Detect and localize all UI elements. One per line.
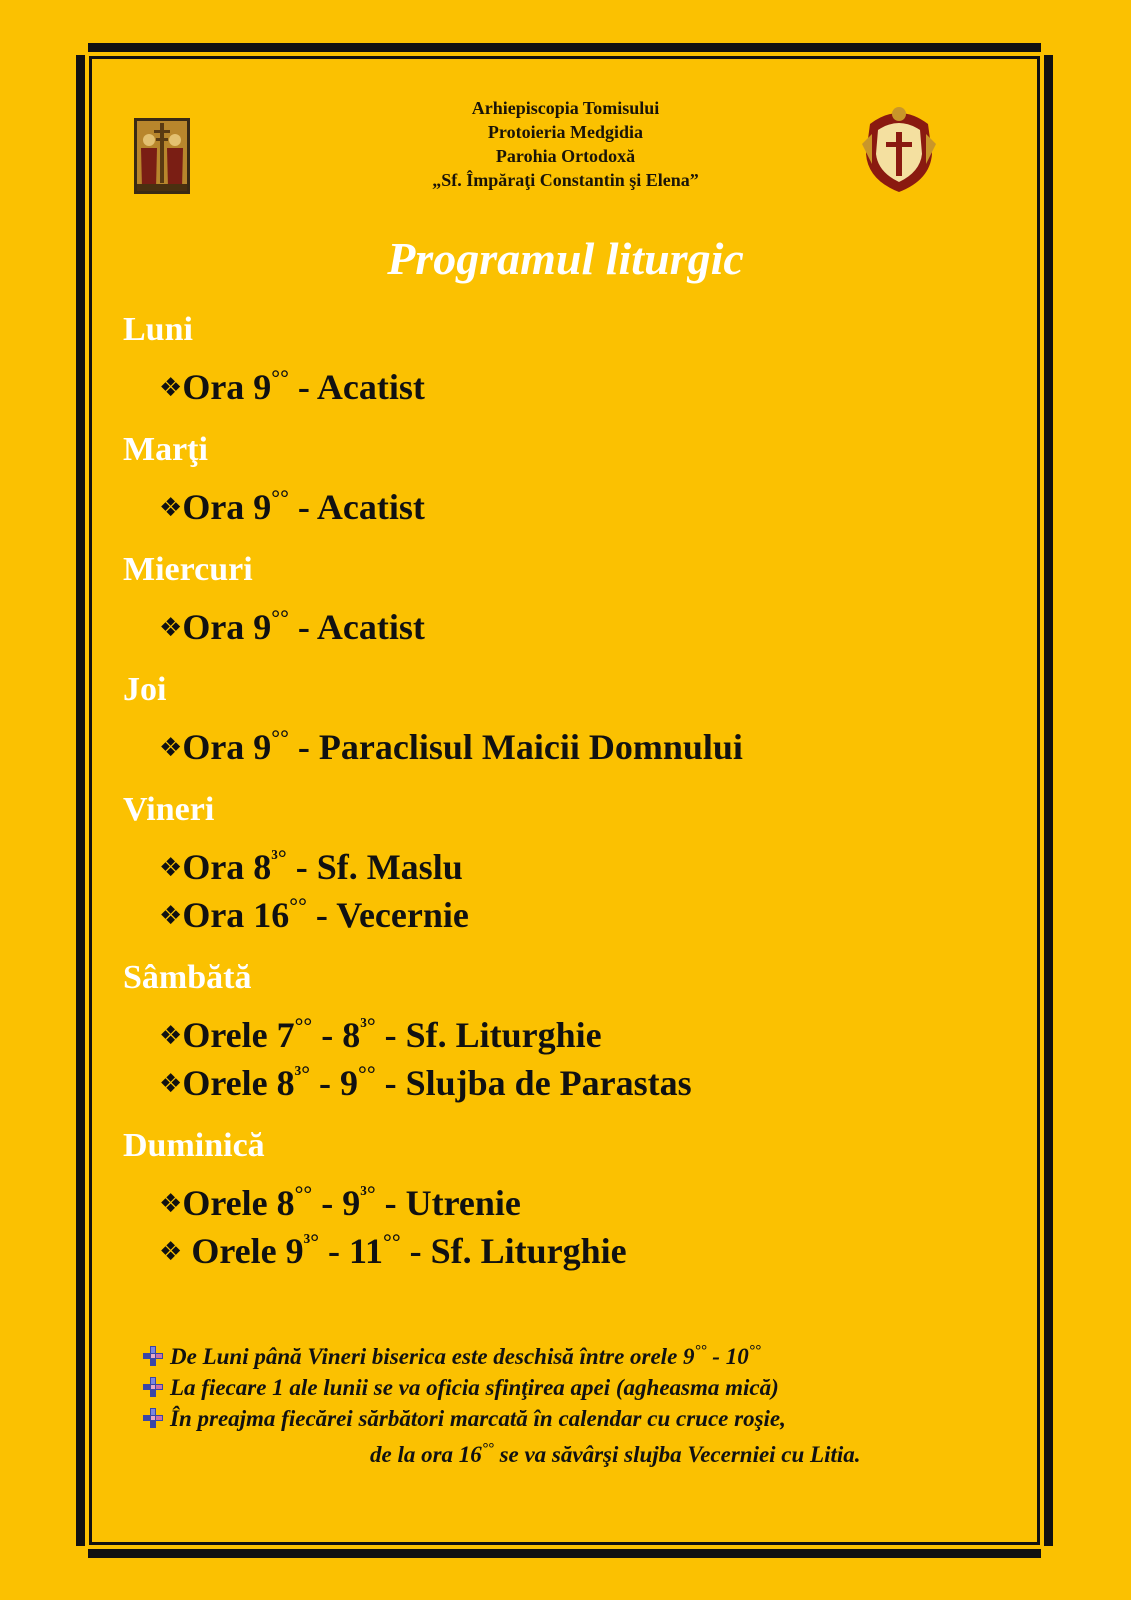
service-time-minutes: °°: [271, 485, 289, 510]
bullet-icon: ❖: [159, 1069, 183, 1099]
bullet-icon: ❖: [159, 1021, 183, 1051]
service-time-end-minutes: °°: [358, 1061, 376, 1086]
service-time: Ora 9: [182, 727, 272, 767]
day-heading: Vineri: [123, 791, 215, 828]
service-time-end-minutes: ³°: [360, 1013, 376, 1038]
note-time-minutes: °°: [748, 1343, 761, 1359]
note-text: În preajma fiecărei sărbători marcată în calendar cu cruce roşie,: [170, 1406, 786, 1431]
service-time-minutes: °°: [289, 893, 307, 918]
day-heading: Miercuri: [123, 551, 253, 588]
notes-list: [142, 1336, 1022, 1470]
page-title: Programul liturgic: [387, 233, 744, 284]
service-time: Orele 7: [182, 1015, 295, 1055]
service-time-minutes: ³°: [303, 1229, 320, 1254]
day-heading: Duminică: [123, 1127, 265, 1164]
service-time-end: - 9: [310, 1063, 359, 1103]
service-item: [123, 594, 743, 647]
service-time: Ora 9: [182, 487, 272, 527]
service-time-minutes: ³°: [271, 845, 287, 870]
service-time: Orele 8: [182, 1183, 295, 1223]
archdiocese-name: Arhiepiscopia Tomisului: [471, 98, 660, 118]
note-line: [142, 1372, 1022, 1403]
note-time-minutes: °°: [694, 1343, 707, 1359]
service-time: Ora 9: [182, 607, 272, 647]
service-name: - Vecernie: [306, 895, 469, 935]
service-name: - Paraclisul Maicii Domnului: [288, 727, 743, 767]
service-time-end: - 11: [319, 1231, 384, 1271]
service-name: - Sf. Liturghie: [400, 1231, 627, 1271]
note-text: se va săvârşi slujba Vecerniei cu Litia.: [493, 1442, 861, 1467]
cross-icon: [142, 1375, 164, 1397]
bullet-icon: ❖: [159, 493, 183, 523]
service-time-minutes: °°: [294, 1013, 313, 1038]
cross-icon: [142, 1344, 164, 1366]
service-name: - Acatist: [288, 487, 425, 527]
service-time: Orele 9: [182, 1231, 304, 1271]
service-item: [123, 1170, 743, 1223]
bullet-icon: ❖: [159, 901, 183, 931]
service-item: [123, 714, 743, 767]
service-item: [123, 1050, 743, 1103]
service-time-minutes: °°: [271, 725, 289, 750]
note-line: [142, 1336, 1022, 1372]
service-time-end: - 9: [312, 1183, 361, 1223]
service-name: - Utrenie: [375, 1183, 521, 1223]
deanery-name: Protoieria Medgidia: [487, 122, 644, 142]
service-name: - Sf. Maslu: [286, 847, 463, 887]
service-time-minutes: °°: [271, 605, 289, 630]
service-time-end-minutes: °°: [383, 1229, 401, 1254]
note-line: [142, 1403, 1022, 1434]
service-time: Orele 8: [182, 1063, 295, 1103]
note-text: La fiecare 1 ale lunii se va oficia sfinţirea apei (agheasma mică): [170, 1375, 779, 1400]
note-time-minutes: °°: [481, 1441, 494, 1457]
parish-type: Parohia Ortodoxă: [495, 146, 636, 166]
service-time-minutes: °°: [271, 365, 289, 390]
bullet-icon: ❖: [159, 1189, 183, 1219]
service-time: Ora 16: [182, 895, 290, 935]
saints-icon: [134, 118, 190, 194]
service-item: [123, 474, 743, 527]
service-item: [123, 1218, 743, 1271]
header-block: [300, 96, 831, 192]
day-heading: Luni: [123, 311, 193, 348]
service-name: - Acatist: [288, 607, 425, 647]
cross-icon: [142, 1406, 164, 1428]
service-item: [123, 354, 743, 407]
service-time: Ora 9: [182, 367, 272, 407]
service-item: [123, 834, 743, 887]
bullet-icon: ❖: [159, 1237, 183, 1267]
service-time-end-minutes: ³°: [360, 1181, 376, 1206]
service-name: - Slujba de Parastas: [375, 1063, 692, 1103]
bullet-icon: ❖: [159, 613, 183, 643]
weekly-schedule: [123, 306, 743, 1271]
service-name: - Acatist: [288, 367, 425, 407]
bullet-icon: ❖: [159, 733, 183, 763]
service-time: Ora 8: [182, 847, 272, 887]
service-item: [123, 882, 743, 935]
frame-corner: [1041, 43, 1053, 55]
service-item: [123, 1002, 743, 1055]
note-line: [142, 1434, 1022, 1470]
service-time-end: - 8: [312, 1015, 361, 1055]
frame-corner: [1041, 1546, 1053, 1558]
bullet-icon: ❖: [159, 853, 183, 883]
day-heading: Marţi: [123, 431, 208, 468]
bullet-icon: ❖: [159, 373, 183, 403]
parish-name: „Sf. Împăraţi Constantin şi Elena”: [432, 170, 699, 190]
service-name: - Sf. Liturghie: [375, 1015, 602, 1055]
coat-of-arms-icon: [860, 104, 938, 196]
day-heading: Joi: [123, 671, 167, 708]
frame-corner: [76, 1546, 88, 1558]
service-time-minutes: ³°: [294, 1061, 311, 1086]
note-text: - 10: [706, 1344, 749, 1369]
service-time-minutes: °°: [294, 1181, 313, 1206]
note-text: De Luni până Vineri biserica este deschisă între orele 9: [170, 1344, 695, 1369]
day-heading: Sâmbătă: [123, 959, 252, 996]
frame-corner: [76, 43, 88, 55]
note-text: de la ora 16: [370, 1442, 482, 1467]
